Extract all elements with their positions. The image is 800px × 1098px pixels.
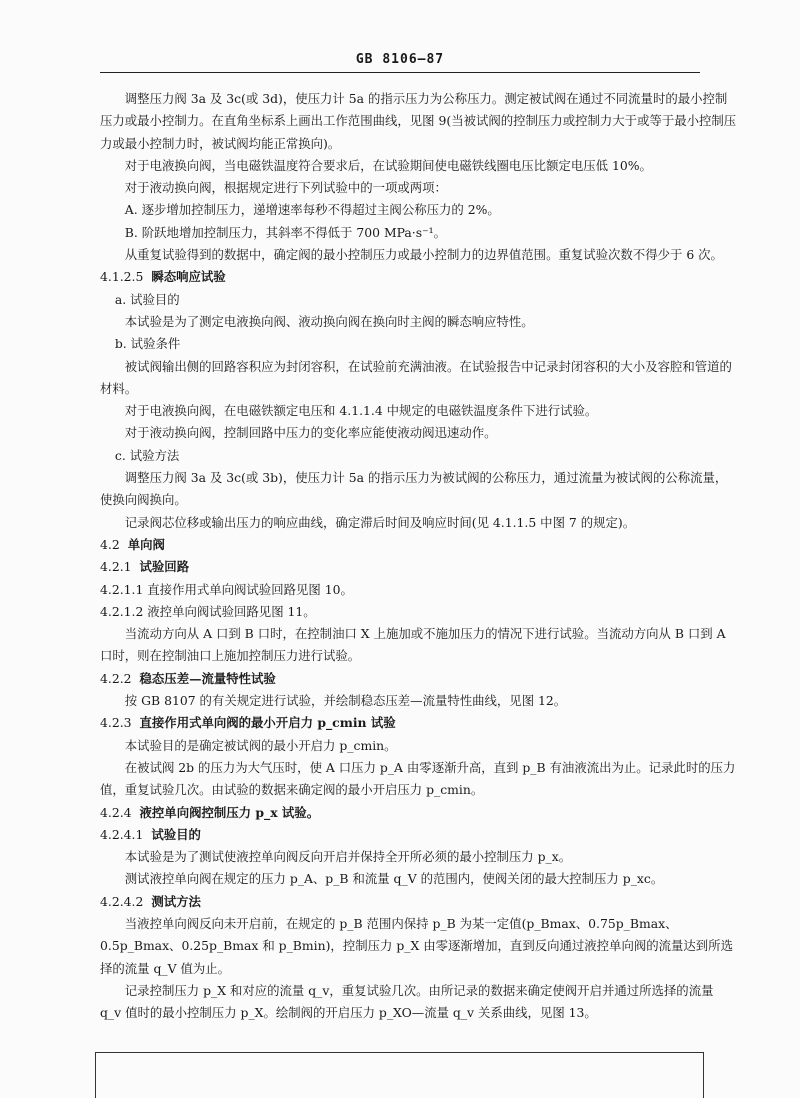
text-line: 被试阀输出侧的回路容积应为封闭容积，在试验前充满油液。在试验报告中记录封闭容积的大小及容腔和管道的材料。 [100,358,732,396]
text-line: b. 试验条件 [114,336,181,352]
text-line: 在被试阀 2b 的压力为大气压时，使 A 口压力 p_A 由零逐渐升高，直到 p_B 有油液流出为止。记录此时的压力值，重复试验几次。由试验的数据来确定阀的最小开启压力 p_cmin。 [100,759,736,798]
text-line: 本试验是为了测试使液控单向阀反向开启并保持全开所必须的最小控制压力 p_x。 [124,849,572,865]
text-line: 从重复试验得到的数据中，确定阀的最小控制压力或最小控制力的边界值范围。重复试验次数不得少于 6 次。 [124,247,723,263]
text-line: 对于液动换向阀，根据规定进行下列试验中的一项或两项： [124,180,447,196]
text-line: 对于液动换向阀，控制回路中压力的变化率应能使液动阀迅速动作。 [124,425,497,441]
section-title: 试验回路 [139,559,190,575]
text-line: 对于电液换向阀，当电磁铁温度符合要求后，在试验期间使电磁铁线圈电压比额定电压低 10%。 [124,157,652,173]
text-line: 当流动方向从 A 口到 B 口时，在控制油口 X 上施加或不施加压力的情况下进行试验。当流动方向从 B 口到 A 口时，则在控制油口上施加控制压力进行试验。 [100,626,726,664]
document-body [100,88,738,1024]
section-title: 直接作用式单向阀的最小开启力 p_cmin 试验 [139,715,396,731]
section-heading [100,668,738,690]
text-line: 测试液控单向阀在规定的压力 p_A、p_B 和流量 q_V 的范围内，使阀关闭的最大控制压力 p_xc。 [124,871,664,887]
text-line: 当液控单向阀反向未开启前，在规定的 p_B 范围内保持 p_B 为某一定值(p_Bmax、0.75p_Bmax、0.5p_Bmax、0.25p_Bmax 和 p_Bmin)，控制压力 p_X 由零逐渐增加，直到反向通过液控单向阀的流量达到所选择的流量 q_V 值为止。 [100,915,733,976]
section-title: 试验目的 [151,826,201,842]
text-line: 调整压力阀 3a 及 3c(或 3b)，使压力计 5a 的指示压力为被试阀的公称压力，通过流量为被试阀的公称流量，使换向阀换向。 [100,470,728,508]
section-number: 4.2.4 [100,804,132,820]
section-number: 4.1.2.5 [100,269,144,285]
page-header: GB 8106—87 [355,52,445,67]
section-number: 4.2.1 [100,559,132,575]
header-rule [100,72,700,73]
text-line: 对于电液换向阀，在电磁铁额定电压和 4.1.1.4 中规定的电磁铁温度条件下进行试验。 [124,403,598,419]
section-title: 单向阀 [127,536,165,552]
text-line: 按 GB 8107 的有关规定进行试验，并绘制稳态压差—流量特性曲线，见图 12。 [124,693,567,709]
text-line: B. 阶跃地增加控制压力，其斜率不得低于 700 MPa·s⁻¹。 [124,224,446,240]
text-line: 4.2.1.2 液控单向阀试验回路见图 11。 [100,603,316,619]
text-line: 记录阀芯位移或输出压力的响应曲线，确定滞后时间及响应时间(见 4.1.1.5 中图 7 的规定)。 [124,514,636,530]
bottom-frame [95,1052,704,1098]
section-number: 4.2 [100,536,120,552]
text-line: 本试验是为了测定电液换向阀、液动换向阀在换向时主阀的瞬态响应特性。 [124,313,534,329]
text-line: 4.2.1.1 直接作用式单向阀试验回路见图 10。 [100,581,353,597]
text-line: 本试验目的是确定被试阀的最小开启力 p_cmin。 [124,737,397,753]
section-number: 4.2.3 [100,715,132,731]
section-heading [100,534,738,556]
text-line: c. 试验方法 [114,447,180,463]
section-number: 4.2.4.2 [100,893,144,909]
text-line: 调整压力阀 3a 及 3c(或 3d)，使压力计 5a 的指示压力为公称压力。测定被试阀在通过不同流量时的最小控制压力或最小控制力。在直角坐标系上画出工作范围曲线，见图 9(当被试阀的控制压力或控制力大于或等于最小控制压力或最小控制力时，被试阀均能正常换向)。 [100,91,737,151]
section-number: 4.2.2 [100,670,132,686]
section-number: 4.2.4.1 [100,826,144,842]
section-heading [100,556,738,578]
section-title: 液控单向阀控制压力 p_x 试验。 [139,804,320,820]
text-line: A. 逐步增加控制压力，递增速率每秒不得超过主阀公称压力的 2%。 [124,202,500,218]
section-heading [100,891,738,913]
section-title: 稳态压差—流量特性试验 [139,670,276,686]
text-line: 记录控制压力 p_X 和对应的流量 q_v，重复试验几次。由所记录的数据来确定使阀开启并通过所选择的流量 q_v 值时的最小控制压力 p_X。绘制阀的开启压力 p_XO—流量 q_v 关系曲线，见图 13。 [100,982,714,1021]
section-heading [100,802,738,824]
section-heading [100,266,738,288]
section-heading [100,824,738,846]
section-title: 瞬态响应试验 [151,269,226,285]
text-line: a. 试验目的 [114,291,180,307]
section-heading [100,712,738,734]
section-title: 测试方法 [151,893,201,909]
